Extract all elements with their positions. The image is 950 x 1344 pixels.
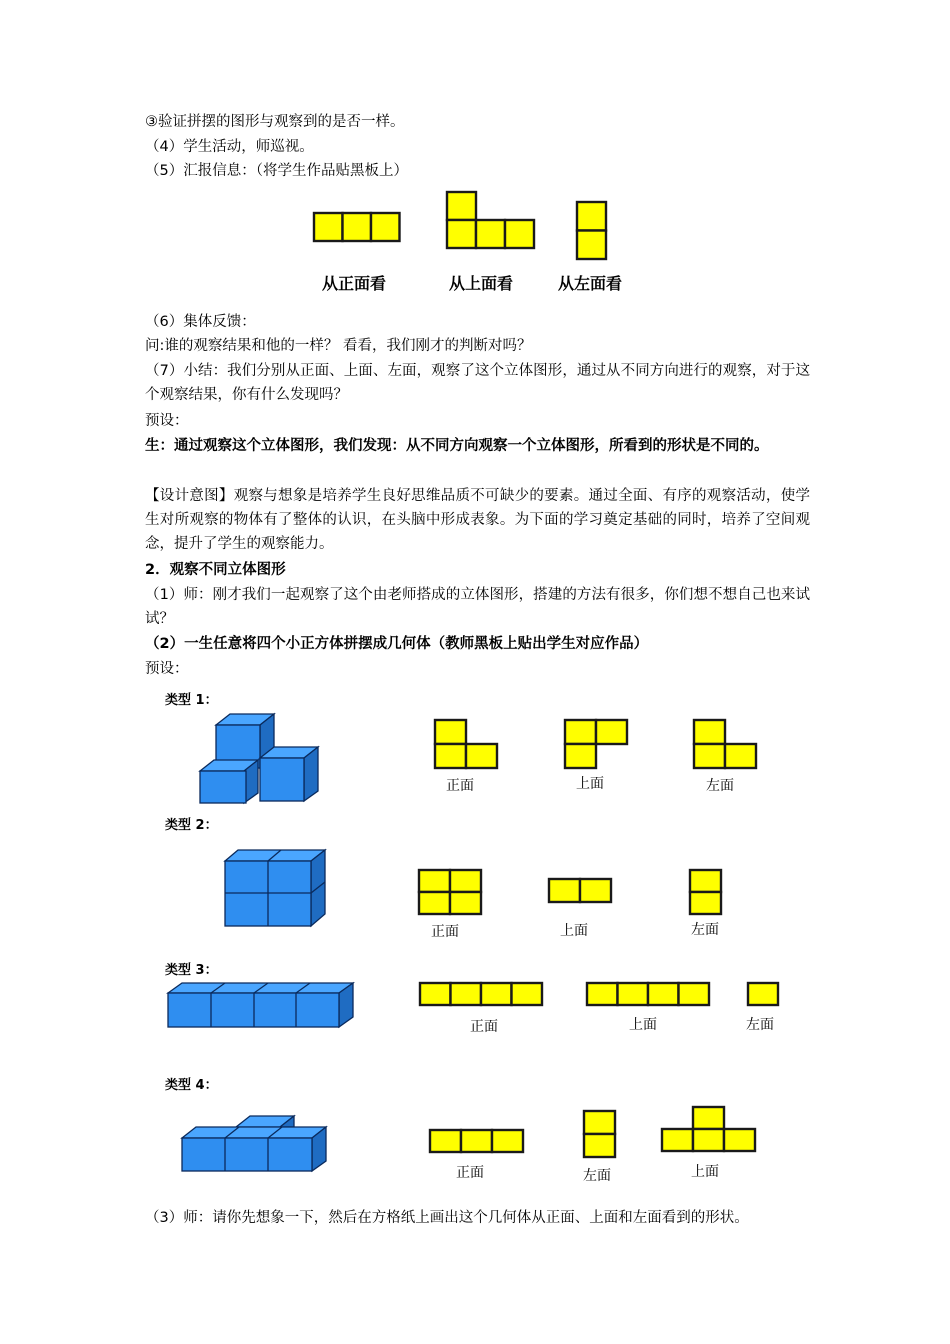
type-3-left-label: 左面 bbox=[746, 1017, 774, 1033]
type-4-front-view bbox=[429, 1129, 524, 1153]
type-3-cubes bbox=[166, 981, 356, 1030]
type-3-top-view bbox=[586, 982, 711, 1006]
type-3-front-view bbox=[419, 982, 544, 1006]
type-1-label: 类型 1： bbox=[165, 693, 218, 708]
type-2-top-label: 上面 bbox=[560, 923, 588, 939]
summary-paragraph: （7）小结：我们分别从正面、上面、左面，观察了这个立体图形，通过从不同方向进行的观察，对于这个观察结果，你有什么发现吗？ bbox=[145, 363, 810, 403]
type-1-front-view bbox=[434, 719, 498, 769]
type-4-front-label: 正面 bbox=[456, 1165, 484, 1181]
type-2-front-view bbox=[418, 869, 482, 915]
type-1-top-view bbox=[564, 719, 628, 769]
final-instruction: （3）师：请你先想象一下，然后在方格纸上画出这个几何体从正面、上面和左面看到的形状。 bbox=[145, 1210, 749, 1226]
design-intent: 【设计意图】观察与想象是培养学生良好思维品质不可缺少的要素。通过全面、有序的观察活动，使学生对所观察的物体有了整体的认识，在头脑中形成表象。为下面的学习奠定基础的同时，培养了空间观念，提升了学生的观察能力。 bbox=[145, 488, 810, 552]
label-from-top: 从上面看 bbox=[449, 274, 514, 293]
section-heading: 2．观察不同立体图形 bbox=[145, 562, 286, 578]
type-3-label: 类型 3： bbox=[165, 963, 218, 978]
step-4: （4）学生活动，师巡视。 bbox=[145, 139, 314, 155]
preset-label-2: 预设： bbox=[145, 661, 189, 677]
type-1-left-view bbox=[693, 719, 757, 769]
view-top-figure bbox=[446, 191, 536, 250]
view-left-figure bbox=[576, 201, 608, 260]
step-6: （6）集体反馈： bbox=[145, 314, 256, 330]
type-4-left-view bbox=[583, 1110, 617, 1158]
type-2-label: 类型 2： bbox=[165, 818, 218, 833]
teacher-prompt: （1）师：刚才我们一起观察了这个由老师搭成的立体图形，搭建的方法有很多，你们想不想自己也来试试？ bbox=[145, 587, 810, 627]
type-3-front-label: 正面 bbox=[470, 1019, 498, 1035]
type-4-top-label: 上面 bbox=[691, 1164, 719, 1180]
type-4-top-view bbox=[661, 1106, 756, 1153]
label-from-front: 从正面看 bbox=[322, 274, 387, 293]
type-1-left-label: 左面 bbox=[706, 778, 734, 794]
type-3-top-label: 上面 bbox=[629, 1017, 657, 1033]
student-task: （2）一生任意将四个小正方体拼摆成几何体（教师黑板上贴出学生对应作品） bbox=[145, 636, 649, 652]
type-1-top-label: 上面 bbox=[576, 776, 604, 792]
question-line: 问:谁的观察结果和他的一样？ 看看，我们刚才的判断对吗？ bbox=[145, 338, 532, 354]
step-verify: ③验证拼摆的图形与观察到的是否一样。 bbox=[145, 114, 405, 130]
type-2-top-view bbox=[548, 878, 612, 903]
type-4-label: 类型 4： bbox=[165, 1078, 218, 1093]
type-2-front-label: 正面 bbox=[431, 924, 459, 940]
label-from-left: 从左面看 bbox=[558, 274, 623, 293]
type-4-left-label: 左面 bbox=[583, 1168, 611, 1184]
step-5: （5）汇报信息：（将学生作品贴黑板上） bbox=[145, 163, 408, 179]
type-3-left-view bbox=[747, 982, 780, 1006]
view-front-figure bbox=[313, 212, 401, 242]
type-4-cubes bbox=[180, 1113, 330, 1175]
type-2-cubes bbox=[223, 848, 328, 930]
type-1-front-label: 正面 bbox=[446, 778, 474, 794]
type-2-left-view bbox=[689, 869, 723, 915]
type-1-cubes bbox=[198, 712, 323, 807]
student-answer: 生：通过观察这个立体图形，我们发现：从不同方向观察一个立体图形，所看到的形状是不同的。 bbox=[145, 438, 769, 454]
preset-label-1: 预设： bbox=[145, 413, 189, 429]
type-2-left-label: 左面 bbox=[691, 922, 719, 938]
